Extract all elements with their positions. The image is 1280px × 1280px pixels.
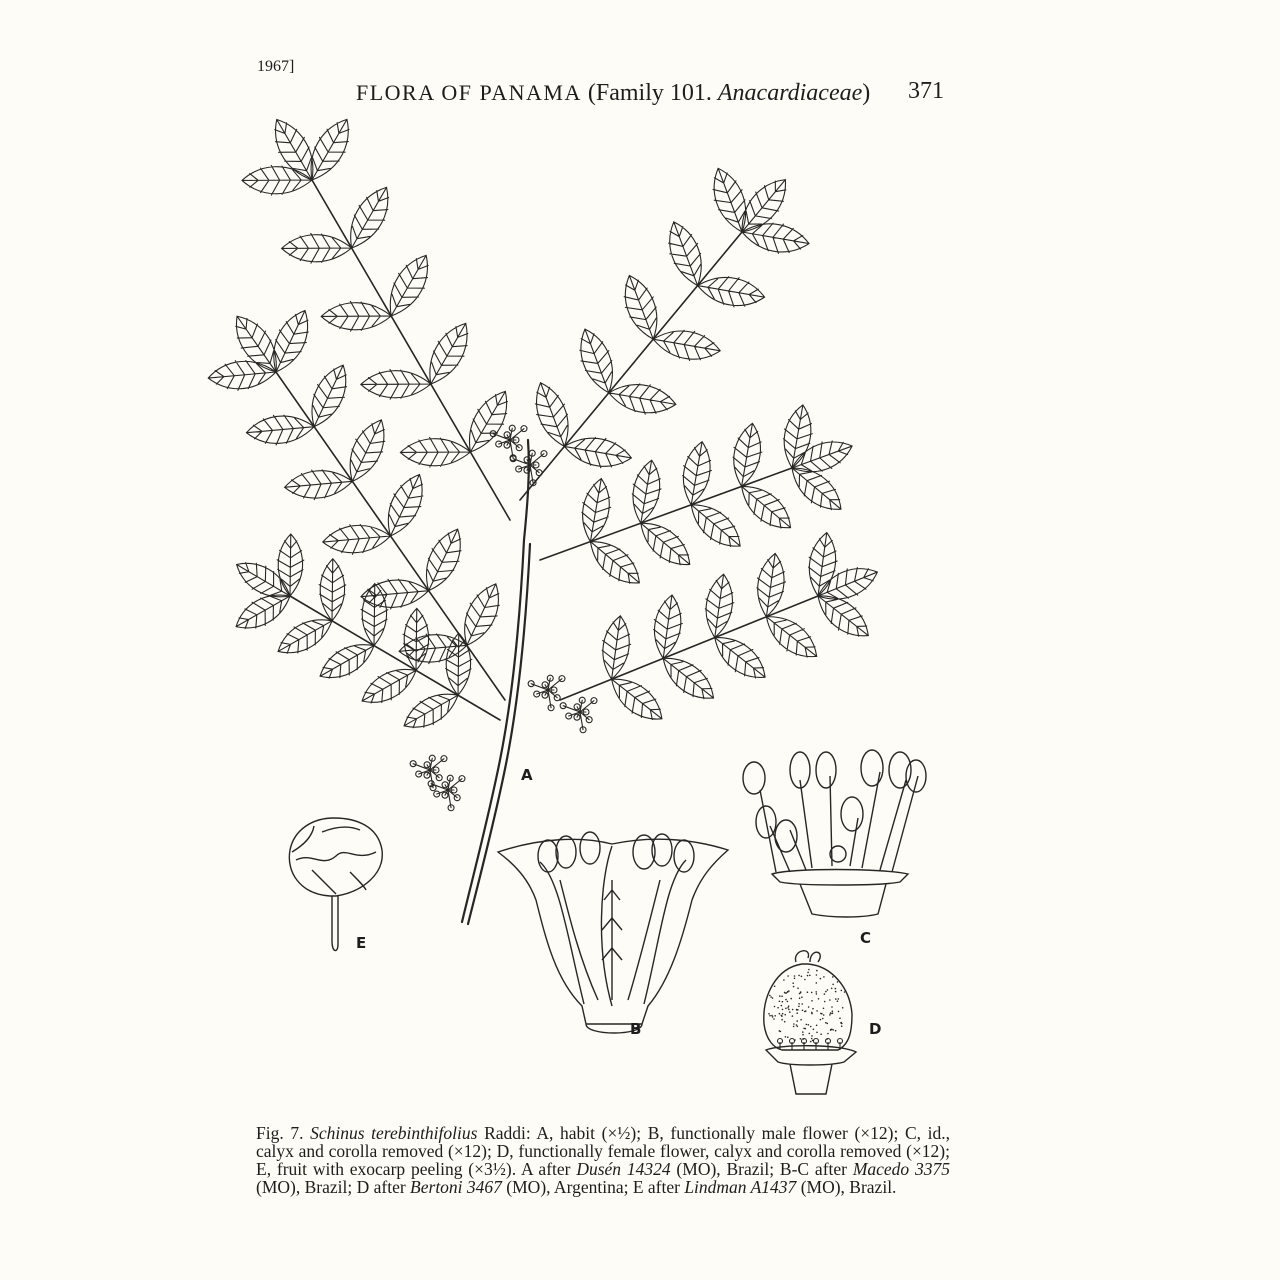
stipple-dot — [807, 991, 809, 993]
caption-collector: Dusén 14324 — [576, 1159, 671, 1179]
stipple-dot — [840, 1022, 842, 1024]
stipple-dot — [832, 1029, 834, 1031]
stipple-dot — [802, 1010, 804, 1012]
stipple-dot — [793, 986, 795, 988]
stipple-dot — [793, 1023, 795, 1025]
stipple-dot — [787, 991, 789, 993]
stipple-dot — [773, 1018, 775, 1020]
stipple-dot — [806, 1024, 808, 1026]
leaflet — [609, 384, 676, 414]
stipple-dot — [769, 1015, 771, 1017]
leaflet — [282, 233, 352, 263]
stipple-dot — [812, 1040, 814, 1042]
running-head-close: ) — [862, 80, 871, 106]
stipple-dot — [794, 975, 796, 977]
caption-collector: Bertoni 3467 — [410, 1177, 502, 1197]
leaflet — [809, 533, 838, 596]
leaflet — [590, 542, 639, 584]
stipple-dot — [784, 1021, 786, 1023]
stipple-dot — [788, 1009, 790, 1011]
stipple-dot — [816, 982, 818, 984]
stipple-dot — [792, 1009, 794, 1011]
stipple-dot — [820, 1033, 822, 1035]
leaflet — [683, 442, 712, 505]
stipple-dot — [826, 1038, 828, 1040]
stipple-dot — [793, 1026, 795, 1028]
panel-label-b: B — [630, 1020, 642, 1038]
stipple-dot — [774, 1006, 776, 1008]
leaflet — [792, 468, 841, 510]
stipple-dot — [782, 1009, 784, 1011]
leaflet — [311, 119, 349, 180]
stipple-dot — [803, 1038, 805, 1040]
flower-cluster — [530, 462, 539, 468]
stipple-dot — [798, 975, 800, 977]
stipple-dot — [782, 1013, 784, 1015]
leaf-rachis — [560, 596, 818, 700]
flower-cluster — [510, 437, 519, 443]
stipple-dot — [816, 1025, 818, 1027]
stipple-dot — [822, 1018, 824, 1020]
stipple-dot — [835, 991, 837, 993]
stipple-dot — [824, 993, 826, 995]
stipple-dot — [794, 1039, 796, 1041]
leaflet — [766, 617, 816, 657]
leaflet — [388, 474, 423, 536]
stipple-dot — [792, 1015, 794, 1017]
volume-year: 1967] — [257, 58, 295, 75]
stipple-dot — [827, 1033, 829, 1035]
leaflet — [582, 479, 611, 542]
stipple-dot — [787, 1007, 789, 1009]
leaflet — [602, 616, 631, 679]
stipple-dot — [768, 1013, 770, 1015]
caption-collector: Lindman A1437 — [684, 1177, 797, 1197]
stipple-dot — [774, 986, 776, 988]
stipple-dot — [800, 1019, 802, 1021]
stipple-dot — [842, 1007, 844, 1009]
stipple-dot — [816, 974, 818, 976]
stipple-dot — [785, 1036, 787, 1038]
leaflet — [321, 301, 391, 331]
stipple-dot — [829, 999, 831, 1001]
stipple-dot — [796, 1024, 798, 1026]
stipple-dot — [801, 976, 803, 978]
stipple-dot — [825, 1022, 827, 1024]
stipple-dot — [788, 1005, 790, 1007]
stipple-dot — [794, 978, 796, 980]
leaflet — [624, 276, 657, 340]
page-number: 371 — [908, 78, 944, 104]
stipple-dot — [830, 1029, 832, 1031]
stipple-dot — [796, 1009, 798, 1011]
stipple-dot — [797, 1026, 799, 1028]
panel-label-e: E — [356, 934, 367, 952]
leaflet — [641, 523, 690, 565]
stipple-dot — [832, 1010, 834, 1012]
stipple-dot — [811, 1038, 813, 1040]
leaflet — [757, 553, 786, 616]
stipple-dot — [783, 979, 785, 981]
running-head-family: (Family 101. — [587, 80, 712, 106]
leaflet — [319, 559, 346, 621]
leaf-rachis — [312, 180, 510, 520]
stipple-dot — [811, 992, 813, 994]
leaflet — [390, 255, 428, 316]
leaflet — [236, 595, 290, 629]
stipple-dot — [837, 1000, 839, 1002]
stipple-dot — [787, 975, 789, 977]
caption-text: (MO), Brazil. — [796, 1177, 897, 1197]
leaflet — [612, 679, 662, 719]
leaflet — [208, 361, 276, 391]
stipple-dot — [779, 1013, 781, 1015]
stipple-dot — [787, 1001, 789, 1003]
stipple-dot — [839, 1017, 841, 1019]
panel-label-c: C — [860, 929, 872, 947]
stipple-dot — [799, 997, 801, 999]
stipple-dot — [803, 1042, 805, 1044]
caption-text: (MO), Brazil; B-C after — [670, 1159, 853, 1179]
caption-text: (MO), Argentina; E after — [501, 1177, 685, 1197]
stipple-dot — [818, 998, 820, 1000]
stipple-dot — [816, 970, 818, 972]
stipple-dot — [772, 997, 774, 999]
stipple-dot — [770, 996, 772, 998]
stipple-dot — [823, 1008, 825, 1010]
stipple-dot — [802, 1034, 804, 1036]
flower-cluster — [548, 687, 557, 693]
leaflet — [362, 669, 416, 703]
caption-fig-number: Fig. 7. — [256, 1123, 304, 1143]
stipple-dot — [811, 1035, 813, 1037]
stipple-dot — [782, 1001, 784, 1003]
leaflet — [580, 329, 613, 393]
stipple-dot — [781, 1005, 783, 1007]
leaflet — [669, 222, 702, 286]
stipple-dot — [802, 1031, 804, 1033]
stipple-dot — [796, 1012, 798, 1014]
stipple-dot — [779, 995, 781, 997]
stipple-dot — [807, 972, 809, 974]
leaflet — [564, 437, 631, 467]
leaflet — [274, 310, 309, 372]
leaflet — [535, 383, 568, 447]
leaflet — [715, 638, 765, 678]
stipple-dot — [810, 1041, 812, 1043]
stipple-dot — [823, 1014, 825, 1016]
leaf-rachis — [520, 232, 742, 500]
stipple-dot — [808, 969, 810, 971]
stipple-dot — [827, 989, 829, 991]
leaflet — [818, 596, 868, 636]
stipple-dot — [816, 1010, 818, 1012]
stipple-dot — [785, 999, 787, 1001]
leaflet — [742, 223, 809, 253]
caption-text: Raddi: A, habit (×½); B, functionally male flower (×12); C, id., calyx and corolla removed (×12); D, functionally female flower, calyx and corolla removed (×12); E, fruit with exocarp peeling (×3½). A after — [256, 1123, 951, 1179]
stipple-dot — [841, 990, 843, 992]
leaflet — [632, 460, 661, 523]
leaflet — [312, 365, 347, 427]
stipple-dot — [820, 978, 822, 980]
stipple-dot — [789, 1011, 791, 1013]
leaflet — [320, 645, 374, 679]
male-flower-drawing-panel-b — [498, 832, 728, 1033]
leaflet — [427, 529, 462, 591]
panel-label-a: A — [521, 766, 533, 784]
stipple-dot — [808, 1006, 810, 1008]
stipple-dot — [781, 995, 783, 997]
leaf-rachis — [290, 596, 500, 720]
stipple-dot — [809, 1033, 811, 1035]
panel-label-d: D — [869, 1020, 882, 1038]
leaflet — [285, 470, 353, 500]
leaflet — [733, 423, 762, 486]
stipple-dot — [781, 1019, 783, 1021]
figure-caption — [256, 1124, 950, 1196]
leaflet — [323, 525, 391, 555]
stipple-dot — [777, 1007, 779, 1009]
caption-text: (MO), Brazil; D after — [256, 1177, 411, 1197]
stipple-dot — [832, 984, 834, 986]
stipple-dot — [832, 1012, 834, 1014]
flower-cluster — [448, 787, 457, 793]
leaflet — [654, 595, 683, 658]
stipple-dot — [798, 1003, 800, 1005]
stipple-dot — [815, 991, 817, 993]
leaflet — [361, 369, 431, 399]
stipple-dot — [769, 995, 771, 997]
stipple-dot — [829, 1014, 831, 1016]
stipple-dot — [785, 1008, 787, 1010]
stipple-dot — [835, 988, 837, 990]
leaflet — [653, 330, 720, 360]
stipple-dot — [780, 1031, 782, 1033]
leaflet — [742, 486, 791, 528]
stipple-dot — [831, 1006, 833, 1008]
fruit-drawing-panel-e — [289, 818, 382, 951]
running-head-title: FLORA OF PANAMA — [356, 80, 582, 105]
stipple-dot — [816, 1032, 818, 1034]
stipple-dot — [801, 996, 803, 998]
stipple-dot — [811, 1000, 813, 1002]
stipple-dot — [784, 992, 786, 994]
flower-cluster — [430, 767, 439, 773]
stipple-dot — [844, 991, 846, 993]
stipple-dot — [784, 1014, 786, 1016]
stipple-dot — [823, 976, 825, 978]
leaflet — [705, 574, 734, 637]
leaflet — [792, 441, 852, 472]
stipple-dot — [827, 1023, 829, 1025]
stipple-dot — [787, 1036, 789, 1038]
stipple-dot — [812, 1008, 814, 1010]
habit-drawing-panel-a — [208, 119, 877, 924]
stipple-dot — [788, 990, 790, 992]
caption-species: Schinus terebinthifolius — [310, 1123, 478, 1143]
running-head-taxon: Anacardiaceae — [717, 80, 863, 106]
stipple-dot — [801, 1003, 803, 1005]
leaflet — [713, 168, 746, 232]
stipple-dot — [779, 1001, 781, 1003]
stipple-dot — [796, 1020, 798, 1022]
stipple-dot — [809, 975, 811, 977]
leaflet — [430, 323, 468, 384]
stipple-dot — [838, 1011, 840, 1013]
stipple-dot — [816, 993, 818, 995]
leaflet — [350, 420, 385, 482]
stipple-dot — [813, 1029, 815, 1031]
stipple-dot — [803, 1028, 805, 1030]
leaflet — [404, 694, 458, 728]
stipple-dot — [797, 987, 799, 989]
stipple-dot — [830, 1012, 832, 1014]
stipple-dot — [781, 1015, 783, 1017]
stipple-dot — [838, 998, 840, 1000]
stipple-dot — [790, 998, 792, 1000]
stipple-dot — [810, 1026, 812, 1028]
stipple-dot — [820, 1013, 822, 1015]
leaflet — [400, 437, 470, 467]
female-flower-drawing-panel-d — [764, 951, 856, 1094]
stipple-dot — [804, 979, 806, 981]
stipple-dot — [799, 993, 801, 995]
stipple-dot — [800, 991, 802, 993]
leaflet — [663, 658, 713, 698]
stipple-dot — [832, 976, 834, 978]
stipple-dot — [831, 988, 833, 990]
leaflet — [246, 415, 314, 445]
stipple-dot — [824, 1001, 826, 1003]
leaflet — [698, 277, 765, 307]
flower-cluster — [580, 709, 589, 715]
stipple-dot — [798, 1006, 800, 1008]
stipple-dot — [807, 975, 809, 977]
stipple-dot — [772, 1016, 774, 1018]
stipple-dot — [808, 1024, 810, 1026]
stipple-dot — [774, 1015, 776, 1017]
stipple-dot — [804, 1011, 806, 1013]
stipple-dot — [825, 991, 827, 993]
leaflet — [465, 584, 500, 646]
stipple-dot — [841, 1025, 843, 1027]
leaflet — [403, 608, 430, 670]
caption-collector: Macedo 3375 — [852, 1159, 950, 1179]
stipple-dot — [837, 981, 839, 983]
leaflet — [691, 505, 740, 547]
leaflet — [818, 568, 877, 599]
stipple-dot — [811, 1012, 813, 1014]
leaflet — [278, 620, 332, 654]
stipple-dot — [835, 998, 837, 1000]
stipple-dot — [835, 1030, 837, 1032]
stipple-dot — [800, 1038, 802, 1040]
leaflet — [351, 187, 389, 248]
stipple-dot — [820, 1019, 822, 1021]
stipple-dot — [792, 982, 794, 984]
stamens-drawing-panel-c — [743, 750, 926, 917]
